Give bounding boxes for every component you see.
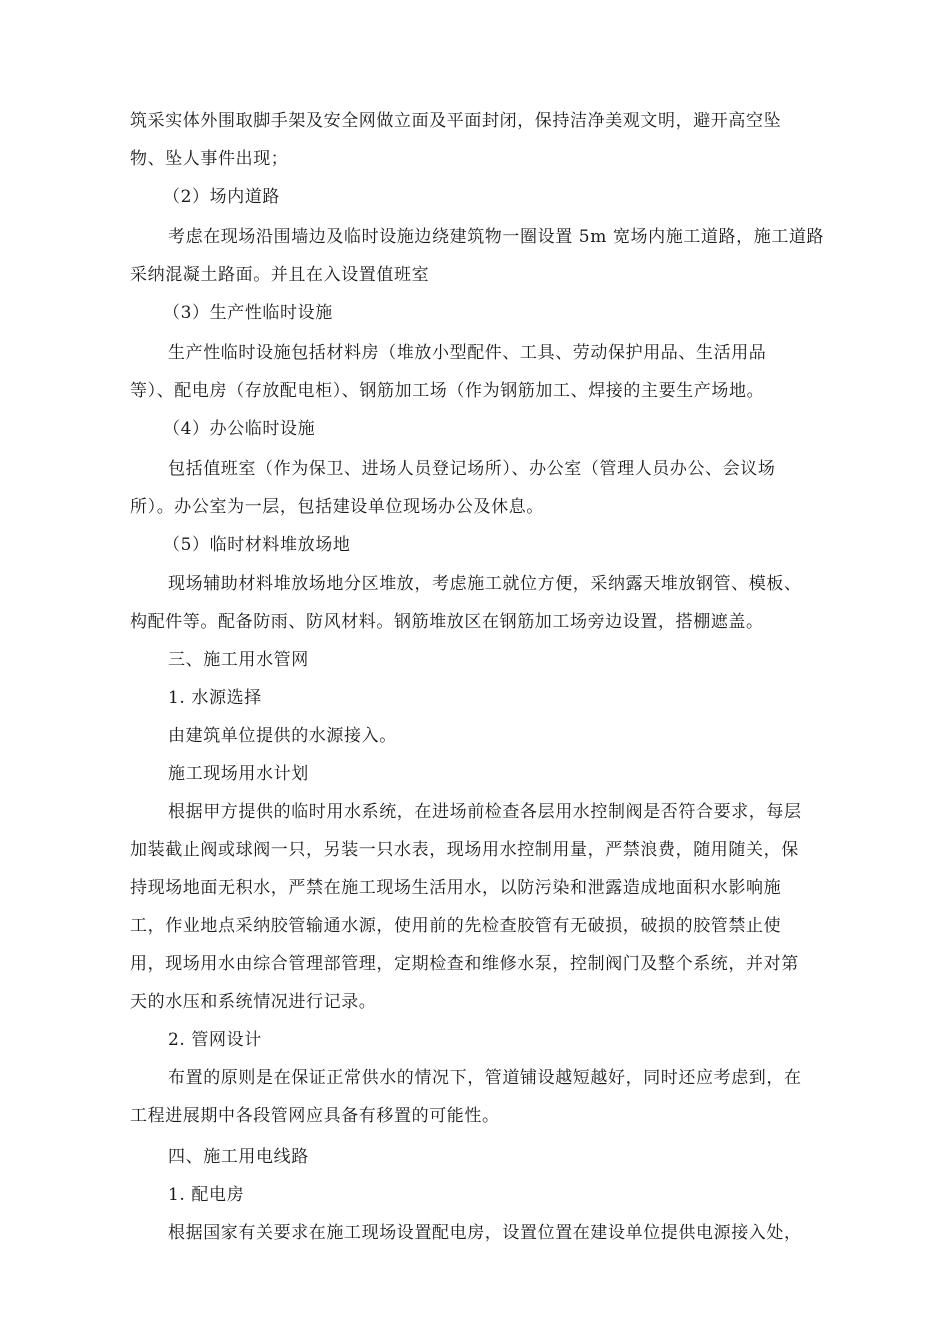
paragraph-line: 构配件等。配备防雨、防风材料。钢筋堆放区在钢筋加工场旁边设置，搭棚遮盖。	[130, 612, 764, 632]
paragraph-line: 生产性临时设施包括材料房（堆放小型配件、工具、劳动保护用品、生活用品	[168, 343, 767, 363]
paragraph-line: 工程进展期中各段管网应具备有移置的可能性。	[130, 1106, 500, 1126]
section-heading-power: 四、施工用电线路	[168, 1147, 309, 1167]
paragraph-line: 采纳混凝土路面。并且在入设置值班室	[130, 265, 430, 285]
paragraph-line: 根据甲方提供的临时用水系统，在进场前检查各层用水控制阀是否符合要求，每层	[168, 802, 802, 822]
paragraph-line: 根据国家有关要求在施工现场设置配电房，设置位置在建设单位提供电源接入处，	[168, 1223, 802, 1243]
paragraph-line: 加装截止阀或球阀一只，另装一只水表，现场用水控制用量，严禁浪费，随用随关，保	[130, 840, 799, 860]
subheading-water-plan: 施工现场用水计划	[168, 764, 309, 784]
paragraph-line: 由建筑单位提供的水源接入。	[168, 726, 397, 746]
paragraph-line: 筑采实体外围取脚手架及安全网做立面及平面封闭，保持洁净美观文明，避开高空坠	[130, 111, 782, 131]
subheading-material-storage: （5）临时材料堆放场地	[163, 535, 351, 555]
paragraph-line: 布置的原则是在保证正常供水的情况下，管道铺设越短越好，同时还应考虑到，在	[168, 1068, 802, 1088]
section-heading-water: 三、施工用水管网	[168, 650, 309, 670]
subheading-production-facilities: （3）生产性临时设施	[163, 303, 333, 323]
subheading-site-roads: （2）场内道路	[163, 187, 281, 207]
subheading-office-facilities: （4）办公临时设施	[163, 419, 316, 439]
paragraph-line: 包括值班室（作为保卫、进场人员登记场所）、办公室（管理人员办公、会议场	[168, 459, 776, 479]
subheading-water-source: 1. 水源选择	[168, 688, 262, 708]
subheading-distribution-room: 1. 配电房	[168, 1185, 245, 1205]
paragraph-line: 天的水压和系统情况进行记录。	[130, 992, 377, 1012]
paragraph-line: 用，现场用水由综合管理部管理，定期检查和维修水泵，控制阀门及整个系统，并对第	[130, 954, 799, 974]
paragraph-line: 持现场地面无积水，严禁在施工现场生活用水，以防污染和泄露造成地面积水影响施	[130, 878, 782, 898]
paragraph-line: 考虑在现场沿围墙边及临时设施边绕建筑物一圈设置 5m 宽场内施工道路，施工道路	[168, 227, 825, 247]
paragraph-line: 等）、配电房（存放配电柜）、钢筋加工场（作为钢筋加工、焊接的主要生产场地。	[130, 381, 765, 401]
subheading-pipe-design: 2. 管网设计	[168, 1030, 262, 1050]
paragraph-line: 物、坠人事件出现；	[130, 149, 289, 169]
paragraph-line: 现场辅助材料堆放场地分区堆放，考虑施工就位方便，采纳露天堆放钢管、模板、	[168, 574, 802, 594]
paragraph-line: 所）。办公室为一层，包括建设单位现场办公及休息。	[130, 497, 544, 517]
paragraph-line: 工，作业地点采纳胶管输通水源，使用前的先检查胶管有无破损，破损的胶管禁止使	[130, 916, 782, 936]
